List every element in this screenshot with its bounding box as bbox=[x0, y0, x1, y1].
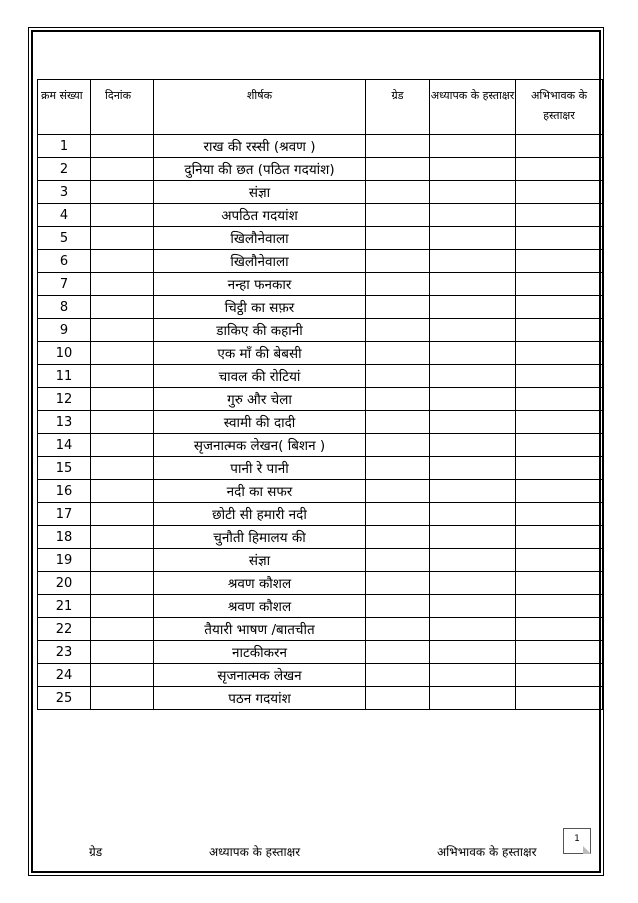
row-grade-cell bbox=[366, 595, 430, 618]
row-parent-signature-cell bbox=[516, 687, 603, 710]
table-row bbox=[38, 204, 603, 227]
row-teacher-signature-cell bbox=[430, 296, 516, 319]
row-title: खिलौनेवाला bbox=[154, 250, 366, 273]
row-title: श्रवण कौशल bbox=[154, 595, 366, 618]
row-parent-signature-cell bbox=[516, 204, 603, 227]
row-date-cell bbox=[91, 503, 154, 526]
table-row bbox=[38, 664, 603, 687]
row-serial-number: 7 bbox=[38, 273, 91, 296]
table-row bbox=[38, 641, 603, 664]
page-number-badge: 1 bbox=[563, 828, 591, 854]
table-row bbox=[38, 526, 603, 549]
table-row bbox=[38, 687, 603, 710]
row-serial-number: 6 bbox=[38, 250, 91, 273]
header-title: शीर्षक bbox=[154, 80, 366, 135]
row-grade-cell bbox=[366, 434, 430, 457]
row-parent-signature-cell bbox=[516, 434, 603, 457]
footer-parent-signature-label: अभिभावक के हस्ताक्षर bbox=[437, 845, 537, 859]
row-grade-cell bbox=[366, 204, 430, 227]
row-parent-signature-cell bbox=[516, 526, 603, 549]
row-title: छोटी सी हमारी नदी bbox=[154, 503, 366, 526]
row-serial-number: 23 bbox=[38, 641, 91, 664]
row-title: डाकिए की कहानी bbox=[154, 319, 366, 342]
table-row bbox=[38, 227, 603, 250]
row-date-cell bbox=[91, 158, 154, 181]
row-teacher-signature-cell bbox=[430, 526, 516, 549]
row-date-cell bbox=[91, 618, 154, 641]
row-date-cell bbox=[91, 181, 154, 204]
table-row bbox=[38, 181, 603, 204]
row-teacher-signature-cell bbox=[430, 273, 516, 296]
row-teacher-signature-cell bbox=[430, 503, 516, 526]
row-title: गुरु और चेला bbox=[154, 388, 366, 411]
row-title: संज्ञा bbox=[154, 181, 366, 204]
table-row bbox=[38, 250, 603, 273]
row-grade-cell bbox=[366, 296, 430, 319]
row-grade-cell bbox=[366, 526, 430, 549]
row-date-cell bbox=[91, 250, 154, 273]
row-date-cell bbox=[91, 388, 154, 411]
row-serial-number: 8 bbox=[38, 296, 91, 319]
row-serial-number: 11 bbox=[38, 365, 91, 388]
table-row bbox=[38, 388, 603, 411]
row-grade-cell bbox=[366, 273, 430, 296]
row-title: अपठित गदयांश bbox=[154, 204, 366, 227]
row-teacher-signature-cell bbox=[430, 319, 516, 342]
row-grade-cell bbox=[366, 342, 430, 365]
row-parent-signature-cell bbox=[516, 457, 603, 480]
row-parent-signature-cell bbox=[516, 411, 603, 434]
footer-grade-label: ग्रेड bbox=[89, 845, 103, 859]
row-teacher-signature-cell bbox=[430, 687, 516, 710]
row-serial-number: 5 bbox=[38, 227, 91, 250]
row-title: चुनौती हिमालय की bbox=[154, 526, 366, 549]
row-serial-number: 12 bbox=[38, 388, 91, 411]
row-title: नाटकीकरन bbox=[154, 641, 366, 664]
row-title: पानी रे पानी bbox=[154, 457, 366, 480]
row-date-cell bbox=[91, 526, 154, 549]
row-parent-signature-cell bbox=[516, 296, 603, 319]
row-teacher-signature-cell bbox=[430, 227, 516, 250]
row-serial-number: 16 bbox=[38, 480, 91, 503]
row-grade-cell bbox=[366, 687, 430, 710]
row-parent-signature-cell bbox=[516, 319, 603, 342]
row-date-cell bbox=[91, 296, 154, 319]
table-row bbox=[38, 319, 603, 342]
row-date-cell bbox=[91, 411, 154, 434]
row-date-cell bbox=[91, 664, 154, 687]
row-title: पठन गदयांश bbox=[154, 687, 366, 710]
row-teacher-signature-cell bbox=[430, 595, 516, 618]
row-serial-number: 21 bbox=[38, 595, 91, 618]
row-teacher-signature-cell bbox=[430, 204, 516, 227]
row-teacher-signature-cell bbox=[430, 411, 516, 434]
table-row bbox=[38, 503, 603, 526]
row-parent-signature-cell bbox=[516, 227, 603, 250]
row-date-cell bbox=[91, 273, 154, 296]
row-grade-cell bbox=[366, 365, 430, 388]
row-date-cell bbox=[91, 365, 154, 388]
table-row bbox=[38, 411, 603, 434]
table-row bbox=[38, 595, 603, 618]
row-grade-cell bbox=[366, 250, 430, 273]
row-grade-cell bbox=[366, 457, 430, 480]
row-teacher-signature-cell bbox=[430, 549, 516, 572]
row-date-cell bbox=[91, 641, 154, 664]
row-grade-cell bbox=[366, 618, 430, 641]
row-parent-signature-cell bbox=[516, 641, 603, 664]
row-grade-cell bbox=[366, 411, 430, 434]
table-row bbox=[38, 158, 603, 181]
row-parent-signature-cell bbox=[516, 181, 603, 204]
table-row bbox=[38, 480, 603, 503]
row-serial-number: 14 bbox=[38, 434, 91, 457]
row-grade-cell bbox=[366, 664, 430, 687]
row-grade-cell bbox=[366, 388, 430, 411]
row-serial-number: 15 bbox=[38, 457, 91, 480]
row-parent-signature-cell bbox=[516, 250, 603, 273]
row-date-cell bbox=[91, 227, 154, 250]
row-title: खिलौनेवाला bbox=[154, 227, 366, 250]
row-parent-signature-cell bbox=[516, 664, 603, 687]
row-serial-number: 2 bbox=[38, 158, 91, 181]
row-parent-signature-cell bbox=[516, 342, 603, 365]
row-serial-number: 9 bbox=[38, 319, 91, 342]
row-title: राख की रस्सी (श्रवण ) bbox=[154, 135, 366, 158]
row-teacher-signature-cell bbox=[430, 572, 516, 595]
row-serial-number: 19 bbox=[38, 549, 91, 572]
table-row bbox=[38, 434, 603, 457]
row-parent-signature-cell bbox=[516, 480, 603, 503]
table-row bbox=[38, 618, 603, 641]
row-serial-number: 3 bbox=[38, 181, 91, 204]
row-parent-signature-cell bbox=[516, 618, 603, 641]
table-row bbox=[38, 457, 603, 480]
row-parent-signature-cell bbox=[516, 388, 603, 411]
table-row bbox=[38, 549, 603, 572]
row-teacher-signature-cell bbox=[430, 342, 516, 365]
table-row bbox=[38, 365, 603, 388]
header-teacher-signature: अध्यापक के हस्ताक्षर bbox=[430, 80, 516, 135]
row-teacher-signature-cell bbox=[430, 250, 516, 273]
row-teacher-signature-cell bbox=[430, 457, 516, 480]
table-row bbox=[38, 273, 603, 296]
table-header-row bbox=[38, 80, 603, 135]
row-teacher-signature-cell bbox=[430, 158, 516, 181]
footer-teacher-signature-label: अध्यापक के हस्ताक्षर bbox=[209, 845, 301, 859]
row-title: चावल की रोटियां bbox=[154, 365, 366, 388]
row-teacher-signature-cell bbox=[430, 434, 516, 457]
row-date-cell bbox=[91, 135, 154, 158]
row-teacher-signature-cell bbox=[430, 388, 516, 411]
row-parent-signature-cell bbox=[516, 273, 603, 296]
row-title: स्वामी की दादी bbox=[154, 411, 366, 434]
row-title: सृजनात्मक लेखन( बिशन ) bbox=[154, 434, 366, 457]
table-row bbox=[38, 342, 603, 365]
row-serial-number: 10 bbox=[38, 342, 91, 365]
row-title: संज्ञा bbox=[154, 549, 366, 572]
row-teacher-signature-cell bbox=[430, 641, 516, 664]
row-teacher-signature-cell bbox=[430, 181, 516, 204]
row-date-cell bbox=[91, 434, 154, 457]
header-grade: ग्रेड bbox=[366, 80, 430, 135]
table-row bbox=[38, 572, 603, 595]
row-title: दुनिया की छत (पठित गदयांश) bbox=[154, 158, 366, 181]
row-date-cell bbox=[91, 319, 154, 342]
row-grade-cell bbox=[366, 572, 430, 595]
row-date-cell bbox=[91, 204, 154, 227]
row-date-cell bbox=[91, 687, 154, 710]
row-teacher-signature-cell bbox=[430, 664, 516, 687]
table-row bbox=[38, 135, 603, 158]
row-serial-number: 13 bbox=[38, 411, 91, 434]
row-date-cell bbox=[91, 595, 154, 618]
row-title: श्रवण कौशल bbox=[154, 572, 366, 595]
assignment-log-table bbox=[37, 79, 603, 710]
row-grade-cell bbox=[366, 641, 430, 664]
row-teacher-signature-cell bbox=[430, 618, 516, 641]
header-serial-number: क्रम संख्या bbox=[38, 80, 91, 135]
row-grade-cell bbox=[366, 549, 430, 572]
row-serial-number: 18 bbox=[38, 526, 91, 549]
row-serial-number: 4 bbox=[38, 204, 91, 227]
row-title: चिट्ठी का सफ़र bbox=[154, 296, 366, 319]
row-serial-number: 24 bbox=[38, 664, 91, 687]
header-parent-signature: अभिभावक के हस्ताक्षर bbox=[516, 80, 603, 135]
row-title: नदी का सफर bbox=[154, 480, 366, 503]
row-title: तैयारी भाषण /बातचीत bbox=[154, 618, 366, 641]
row-date-cell bbox=[91, 457, 154, 480]
row-grade-cell bbox=[366, 158, 430, 181]
row-grade-cell bbox=[366, 503, 430, 526]
row-serial-number: 20 bbox=[38, 572, 91, 595]
row-date-cell bbox=[91, 572, 154, 595]
header-date: दिनांक bbox=[91, 80, 154, 135]
row-serial-number: 22 bbox=[38, 618, 91, 641]
row-serial-number: 25 bbox=[38, 687, 91, 710]
row-parent-signature-cell bbox=[516, 572, 603, 595]
row-grade-cell bbox=[366, 181, 430, 204]
row-serial-number: 17 bbox=[38, 503, 91, 526]
row-parent-signature-cell bbox=[516, 158, 603, 181]
table-row bbox=[38, 296, 603, 319]
row-parent-signature-cell bbox=[516, 135, 603, 158]
row-grade-cell bbox=[366, 480, 430, 503]
row-date-cell bbox=[91, 480, 154, 503]
row-date-cell bbox=[91, 342, 154, 365]
row-parent-signature-cell bbox=[516, 503, 603, 526]
row-grade-cell bbox=[366, 319, 430, 342]
row-grade-cell bbox=[366, 135, 430, 158]
row-title: नन्हा फनकार bbox=[154, 273, 366, 296]
row-teacher-signature-cell bbox=[430, 135, 516, 158]
row-grade-cell bbox=[366, 227, 430, 250]
row-serial-number: 1 bbox=[38, 135, 91, 158]
row-date-cell bbox=[91, 549, 154, 572]
row-teacher-signature-cell bbox=[430, 480, 516, 503]
row-parent-signature-cell bbox=[516, 595, 603, 618]
row-parent-signature-cell bbox=[516, 365, 603, 388]
row-parent-signature-cell bbox=[516, 549, 603, 572]
row-title: एक माँ की बेबसी bbox=[154, 342, 366, 365]
row-teacher-signature-cell bbox=[430, 365, 516, 388]
row-title: सृजनात्मक लेखन bbox=[154, 664, 366, 687]
